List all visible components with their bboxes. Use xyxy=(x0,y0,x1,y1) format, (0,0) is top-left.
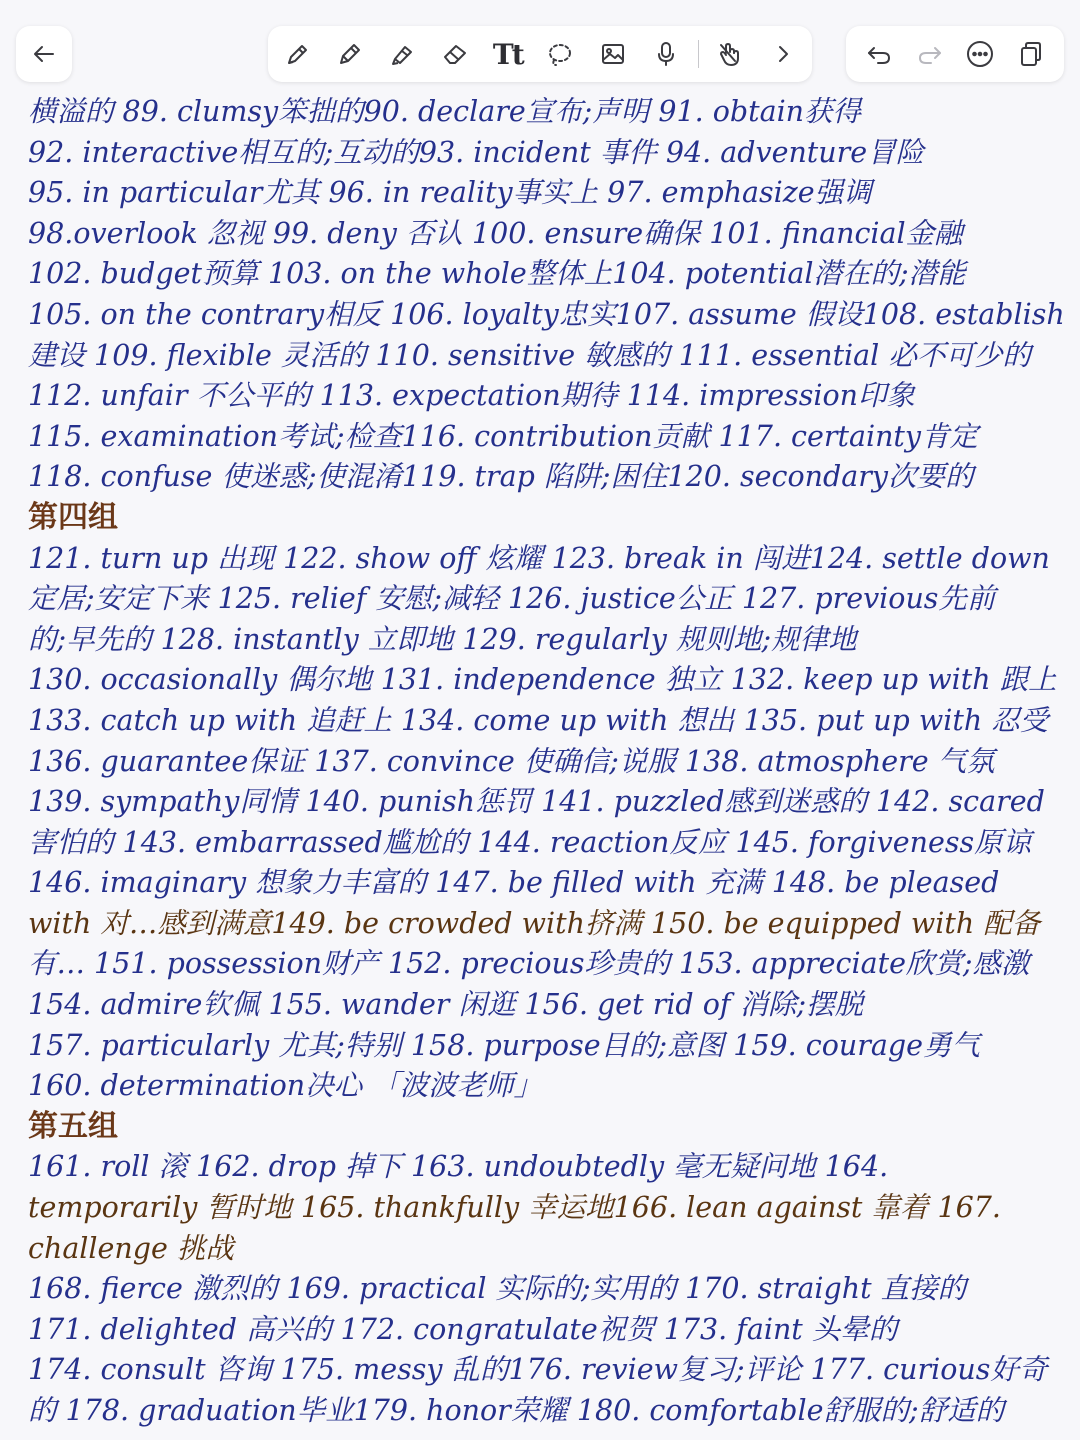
microphone-icon xyxy=(651,39,681,69)
chevron-right-icon xyxy=(768,39,798,69)
back-button[interactable] xyxy=(23,33,65,75)
touch-draw-button[interactable] xyxy=(709,33,751,75)
note-line: 171. delighted 高兴的 172. congratulate祝贺 173. faint 头晕的 xyxy=(28,1312,898,1346)
image-tool-button[interactable] xyxy=(592,33,634,75)
back-pill xyxy=(16,26,72,82)
note-line: 95. in particular尤其 96. in reality事实上 97. emphasize强调 xyxy=(28,176,872,210)
note-line: 146. imaginary 想象力丰富的 147. be filled with 充满 148. be pleased xyxy=(28,866,1000,900)
note-line: 139. sympathy同情 140. punish惩罚 141. puzzled感到迷惑的 142. scared xyxy=(28,785,1045,819)
group-heading-4: 第四组 xyxy=(28,499,118,535)
microphone-button[interactable] xyxy=(645,33,687,75)
highlighter-tool-button[interactable] xyxy=(381,33,423,75)
action-buttons xyxy=(846,26,1064,82)
note-line: 174. consult 咨询 175. messy 乱的176. review复习;评论 177. curious好奇 xyxy=(28,1353,1048,1387)
note-line: with 对…感到满意149. be crowded with挤满 150. be equipped with 配备 xyxy=(28,906,1041,940)
top-toolbar xyxy=(0,0,1080,96)
pencil-tool-button[interactable] xyxy=(329,33,371,75)
image-icon xyxy=(598,39,628,69)
note-line: 154. admire钦佩 155. wander 闲逛 156. get rid of 消除;摆脱 xyxy=(28,988,864,1022)
note-line: 定居;安定下来 125. relief 安慰;减轻 126. justice公正 127. previous先前 xyxy=(28,582,996,616)
note-line: 害怕的 143. embarrassed尴尬的 144. reaction反应 145. forgiveness原谅 xyxy=(28,825,1032,859)
note-line: 112. unfair 不公平的 113. expectation期待 114. impression印象 xyxy=(28,379,916,413)
note-line: 横溢的 89. clumsy笨拙的90. declare宣布;声明 91. obtain获得 xyxy=(28,95,862,128)
note-line: 105. on the contrary相反 106. loyalty忠实107. assume 假设108. establish xyxy=(28,297,1065,331)
redo-icon xyxy=(915,39,945,69)
note-line: 136. guarantee保证 137. convince 使确信;说服 138. atmosphere 气氛 xyxy=(28,744,995,778)
more-icon xyxy=(965,39,995,69)
text-icon: Tt xyxy=(492,37,523,71)
note-line: 161. roll 滚 162. drop 掉下 163. undoubtedly 毫无疑问地 164. xyxy=(28,1150,889,1184)
note-line: 的;早先的 128. instantly 立即地 129. regularly 规则地;规律地 xyxy=(28,622,857,656)
more-tools-button[interactable] xyxy=(762,33,804,75)
hand-touch-icon xyxy=(715,39,745,69)
pen-icon xyxy=(282,39,312,69)
lasso-tool-button[interactable] xyxy=(539,33,581,75)
text-tool-button[interactable] xyxy=(487,33,529,75)
note-line: 102. budget预算 103. on the whole整体上104. potential潜在的;潜能 xyxy=(28,257,966,291)
drawing-tools xyxy=(268,26,812,82)
note-line: 建设 109. flexible 灵活的 110. sensitive 敏感的 111. essential 必不可少的 xyxy=(28,338,1031,372)
note-line: 121. turn up 出现 122. show off 炫耀 123. break in 闯进124. settle down xyxy=(28,541,1050,575)
group-heading-5: 第五组 xyxy=(28,1108,118,1144)
note-line: 118. confuse 使迷惑;使混淆119. trap 陷阱;困住120. secondary次要的 xyxy=(28,460,974,494)
lasso-icon xyxy=(545,39,575,69)
pages-icon xyxy=(1016,39,1046,69)
pencil-icon xyxy=(335,39,365,69)
note-line: 168. fierce 激烈的 169. practical 实际的;实用的 170. straight 直接的 xyxy=(28,1272,967,1306)
highlighter-icon xyxy=(387,39,417,69)
more-options-button[interactable] xyxy=(959,33,1001,75)
note-line: 157. particularly 尤其;特别 158. purpose目的;意图 159. courage勇气 xyxy=(28,1028,980,1062)
undo-icon xyxy=(864,39,894,69)
handwritten-notes xyxy=(28,92,1068,1432)
note-line: 的 178. graduation毕业179. honor荣耀 180. comfortable舒服的;舒适的 xyxy=(28,1394,1005,1427)
eraser-tool-button[interactable] xyxy=(434,33,476,75)
redo-button[interactable] xyxy=(909,33,951,75)
note-line: 130. occasionally 偶尔地 131. independence 独立 132. keep up with 跟上 xyxy=(28,663,1057,697)
note-line: temporarily 暂时地 165. thankfully 幸运地166. lean against 靠着 167. xyxy=(28,1191,1001,1225)
note-line: 98.overlook 忽视 99. deny 否认 100. ensure确保 101. financial金融 xyxy=(28,216,963,250)
pen-tool-button[interactable] xyxy=(276,33,318,75)
note-line: 160. determination决心 「波波老师」 xyxy=(28,1069,543,1103)
note-line: 有… 151. possession财产 152. precious珍贵的 153. appreciate欣赏;感激 xyxy=(28,947,1030,981)
pages-button[interactable] xyxy=(1010,33,1052,75)
note-line: 115. examination考试;检查116. contribution贡献 117. certainty肯定 xyxy=(28,419,978,453)
note-line: 133. catch up with 追赶上 134. come up with 想出 135. put up with 忍受 xyxy=(28,703,1049,737)
note-line: challenge 挑战 xyxy=(28,1231,234,1265)
eraser-icon xyxy=(440,39,470,69)
toolbar-separator xyxy=(698,40,699,68)
undo-button[interactable] xyxy=(858,33,900,75)
note-line: 92. interactive相互的;互动的93. incident 事件 94. adventure冒险 xyxy=(28,135,925,169)
back-icon xyxy=(29,39,59,69)
